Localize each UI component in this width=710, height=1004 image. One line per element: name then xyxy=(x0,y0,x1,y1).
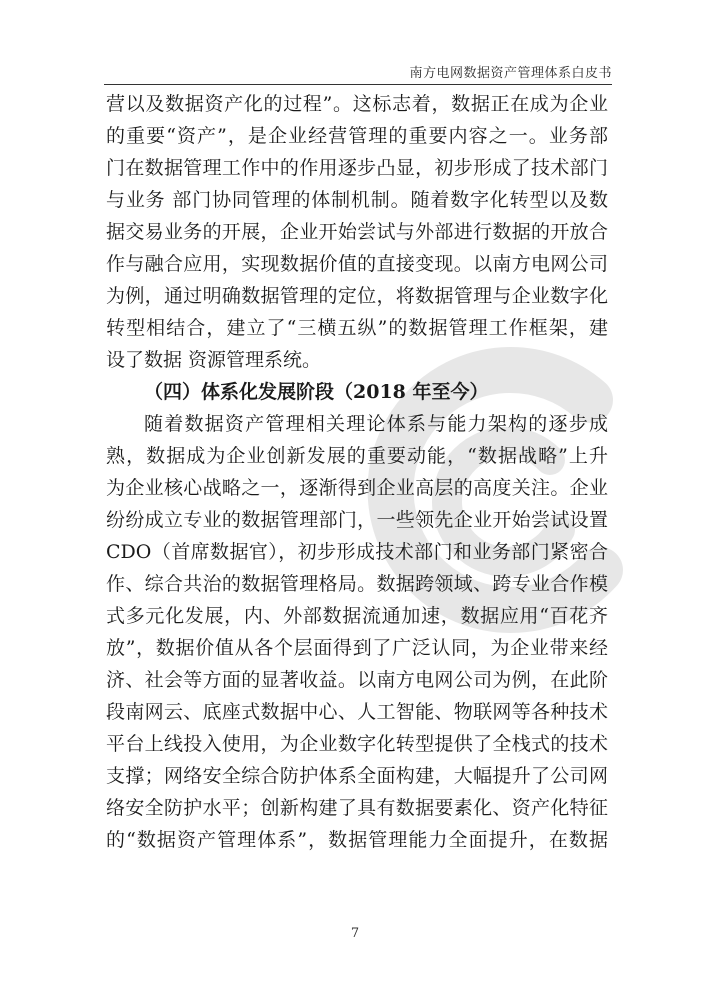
text-line: 据交易业务的开展，企业开始尝试与外部进行数据的开放合 xyxy=(106,221,608,243)
text-line: 纷纷成立专业的数据管理部门，一些领先企业开始尝试设置 xyxy=(106,509,608,531)
text-line: CDO（首席数据官），初步形成技术部门和业务部门紧密合 xyxy=(106,541,608,563)
section-heading: （四）体系化发展阶段（2018 年至今） xyxy=(144,381,489,403)
text-line: 的重要“资产”，是企业经营管理的重要内容之一。业务部 xyxy=(106,125,608,147)
text-line: 为企业核心战略之一，逐渐得到企业高层的高度关注。企业 xyxy=(106,477,608,499)
text-line: 络安全防护水平；创新构建了具有数据要素化、资产化特征 xyxy=(106,797,608,819)
text-line: 平台上线投入使用，为企业数字化转型提供了全栈式的技术 xyxy=(106,733,608,755)
text-line: 营以及数据资产化的过程”。这标志着，数据正在成为企业 xyxy=(106,93,608,115)
text-line: 为例，通过明确数据管理的定位，将数据管理与企业数字化 xyxy=(106,285,608,307)
page-number: 7 xyxy=(350,926,360,941)
paragraph-1 xyxy=(106,88,608,376)
text-line: 放”，数据价值从各个层面得到了广泛认同，为企业带来经 xyxy=(106,637,608,659)
document-body xyxy=(106,88,608,856)
paragraph-2 xyxy=(106,408,608,856)
text-line: 作、综合共治的数据管理格局。数据跨领域、跨专业合作模 xyxy=(106,573,608,595)
text-line: 段南网云、底座式数据中心、人工智能、物联网等各种技术 xyxy=(106,701,608,723)
text-line: 与业务 部门协同管理的体制机制。随着数字化转型以及数 xyxy=(106,189,608,211)
text-line: 设了数据 资源管理系统。 xyxy=(106,349,322,371)
text-line: 随着数据资产管理相关理论体系与能力架构的逐步成 xyxy=(144,413,608,435)
text-line: 门在数据管理工作中的作用逐步凸显，初步形成了技术部门 xyxy=(106,157,608,179)
text-line: 式多元化发展，内、外部数据流通加速，数据应用“百花齐 xyxy=(106,605,608,627)
text-line: 的“数据资产管理体系”，数据管理能力全面提升，在数据 xyxy=(106,829,608,851)
text-line: 熟，数据成为企业创新发展的重要动能，“数据战略”上升 xyxy=(106,445,608,467)
text-line: 济、社会等方面的显著收益。以南方电网公司为例，在此阶 xyxy=(106,669,608,691)
running-header: 南方电网数据资产管理体系白皮书 xyxy=(409,66,612,81)
header-divider xyxy=(104,84,612,85)
text-line: 转型相结合，建立了“三横五纵”的数据管理工作框架，建 xyxy=(106,317,608,339)
text-line: 作与融合应用，实现数据价值的直接变现。以南方电网公司 xyxy=(106,253,608,275)
text-line: 支撑；网络安全综合防护体系全面构建，大幅提升了公司网 xyxy=(106,765,608,787)
